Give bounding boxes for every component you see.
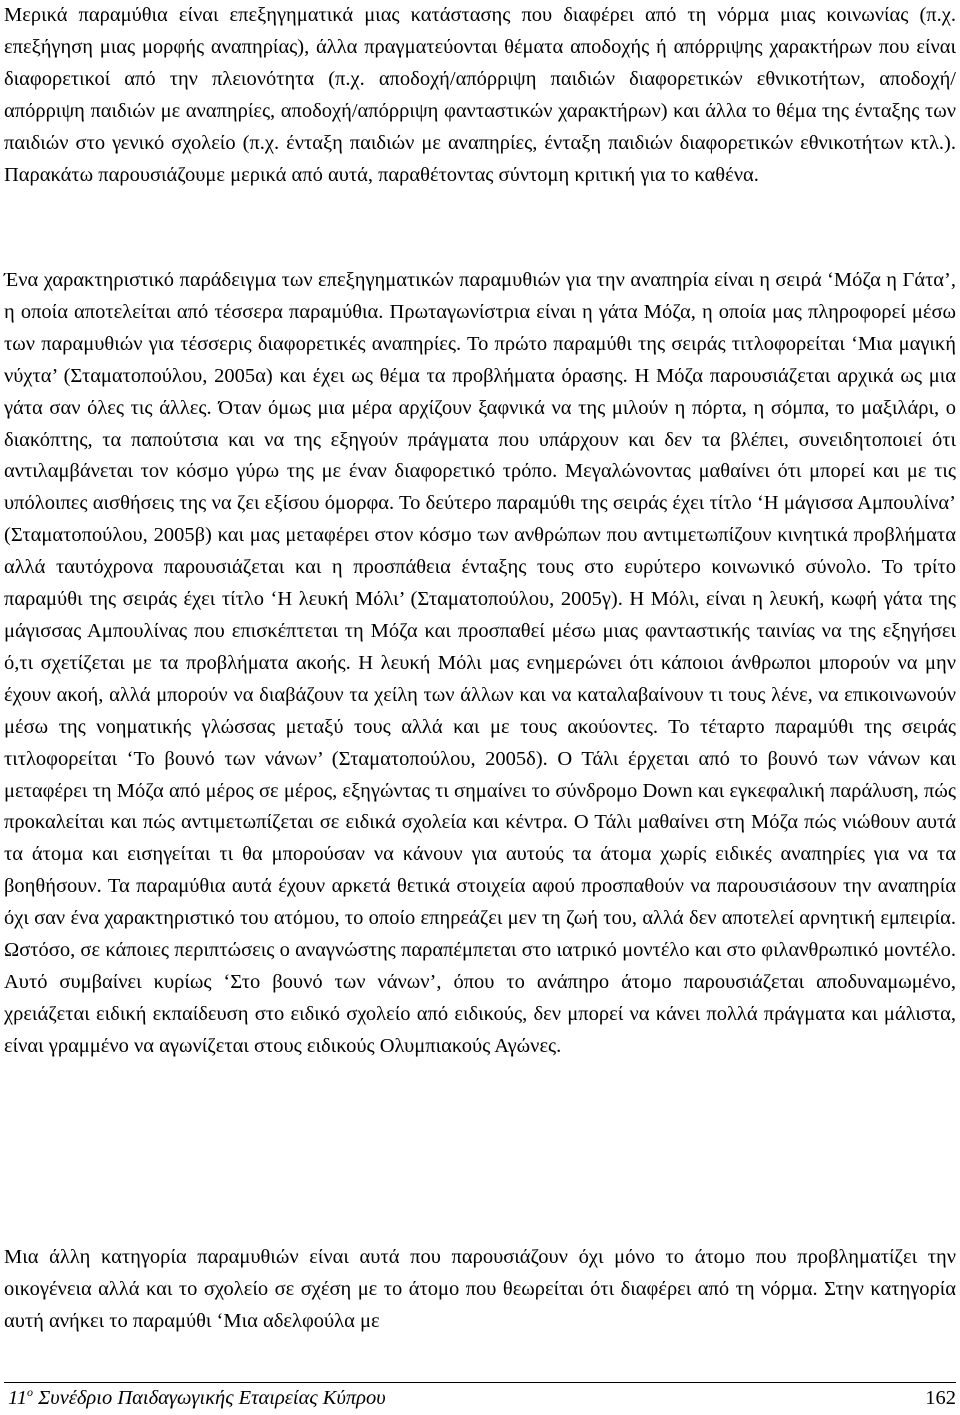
paragraph-other-category: Μια άλλη κατηγορία παραμυθιών είναι αυτά που παρουσιάζουν όχι μόνο το άτομο που προβληματίζει την οικογένεια αλλά και το σχολείο σε σχέση με το άτομο που θεωρείται ότι διαφέρει από τη νόρμα. Στην κατηγορία αυτή ανήκει το παραμύθι ‘Μια αδελφούλα με (4, 1246, 956, 1332)
page-footer (8, 1384, 956, 1412)
page-number: 162 (925, 1387, 956, 1409)
footer-conference-title (8, 1384, 386, 1412)
paragraph-moza-series: Ένα χαρακτηριστικό παράδειγμα των επεξηγηματικών παραμυθιών για την αναπηρία είναι η σειρά ‘Μόζα η Γάτα’, η οποία αποτελείται από τέσσερα παραμύθια. Πρωταγωνίστρια είναι η γάτα Μόζα, η οποία μας πληροφορεί μέσω των παραμυθιών για τέσσερις διαφορετικές αναπηρίες. Το πρώτο παραμύθι της σειράς τιτλοφορείται ‘Μια μαγική νύχτα’ (Σταματοπούλου, 2005α) και έχει ως θέμα τα προβλήματα όρασης. Η Μόζα παρουσιάζεται αρχικά ως μια γάτα σαν όλες τις άλλες. Όταν όμως μια μέρα αρχίζουν ξαφνικά να της μιλούν η πόρτα, η σόμπα, το μαξιλάρι, ο διακόπτης, τα παπούτσια και να της εξηγούν πράγματα που υπάρχουν και δεν τα βλέπει, συνειδητοποιεί ότι αντιλαμβάνεται τον κόσμο γύρω της με έναν διαφορετικό τρόπο. Μεγαλώνοντας μαθαίνει ότι μπορεί και με τις υπόλοιπες αισθήσεις της να ζει εξίσου όμορφα. Το δεύτερο παραμύθι της σειράς έχει τίτλο ‘Η μάγισσα Αμπουλίνα’ (Σταματοπούλου, 2005β) και μας μεταφέρει στον κόσμο των ανθρώπων που αντιμετωπίζουν κινητικά προβλήματα αλλά ταυτόχρονα παρουσιάζεται και η προσπάθεια ένταξης τους στο ευρύτερο κοινωνικό σύνολο. Το τρίτο παραμύθι της σειράς έχει τίτλο ‘Η λευκή Μόλι’ (Σταματοπούλου, 2005γ). Η Μόλι, είναι η λευκή, κωφή γάτα της μάγισσας Αμπουλίνας που επισκέπτεται τη Μόζα και προσπαθεί μέσω μιας φανταστικής ταινίας να της εξηγήσει ό,τι σχετίζεται με τα προβλήματα ακοής. Η λευκή Μόλι μας ενημερώνει ότι κάποιοι άνθρωποι μπορούν να μην έχουν ακοή, αλλά μπορούν να διαβάζουν τα χείλη των άλλων και να καταλαβαίνουν τι τους λένε, να επικοινωνούν μέσω της νοηματικής γλώσσας μεταξύ τους αλλά και με τους ακούοντες. Το τέταρτο παραμύθι της σειράς τιτλοφορείται ‘Το βουνό των νάνων’ (Σταματοπούλου, 2005δ). Ο Τάλι έρχεται από το βουνό των νάνων και μεταφέρει τη Μόζα από μέρος σε μέρος, εξηγώντας τι σημαίνει το σύνδρομο Down και εγκεφαλική παράλυση, πώς προκαλείται και πώς αντιμετωπίζεται σε ειδικά σχολεία και κέντρα. Ο Τάλι μαθαίνει στη Μόζα πώς νιώθουν αυτά τα άτομα και εισηγείται τι θα μπορούσαν να κάνουν για αυτούς τα άτομα χωρίς ειδικές αναπηρίες για να τα βοηθήσουν. Τα παραμύθια αυτά έχουν αρκετά θετικά στοιχεία αφού προσπαθούν να παρουσιάσουν την αναπηρία όχι σαν ένα χαρακτηριστικό του ατόμου, το οποίο επηρεάζει μεν τη ζωή του, αλλά δεν αποτελεί αρνητική εμπειρία. Ωστόσο, σε κάποιες περιπτώσεις ο αναγνώστης παραπέμπεται στο ιατρικό μοντέλο και στο φιλανθρωπικό μοντέλο. Αυτό συμβαίνει κυρίως ‘Στο βουνό των νάνων’, όπου το ανάπηρο άτομο παρουσιάζεται αποδυναμωμένο, χρειάζεται ειδική εκπαίδευση στο ειδικό σχολείο από ειδικούς, δεν μπορεί να κάνει πολλά πράγματα και μάλιστα, είναι γραμμένο να αγωνίζεται στους ειδικούς Ολυμπιακούς Αγώνες. (4, 269, 956, 1057)
footer-divider (4, 1382, 956, 1383)
conference-ordinal-superscript: ο (26, 1385, 33, 1400)
conference-name: Συνέδριο Παιδαγωγικής Εταιρείας Κύπρου (38, 1387, 386, 1409)
conference-number: 11 (8, 1387, 27, 1409)
paragraph-intro: Μερικά παραμύθια είναι επεξηγηματικά μιας κατάστασης που διαφέρει από τη νόρμα μιας κοινωνίας (π.χ. επεξήγηση μιας μορφής αναπηρίας), άλλα πραγματεύονται θέματα αποδοχής ή απόρριψης χαρακτήρων που είναι διαφορετικοί από την πλειονότητα (π.χ. αποδοχή/απόρριψη παιδιών διαφορετικών εθνικοτήτων, αποδοχή/απόρριψη παιδιών με αναπηρίες, αποδοχή/απόρριψη φανταστικών χαρακτήρων) και άλλα το θέμα της ένταξης των παιδιών στο γενικό σχολείο (π.χ. ένταξη παιδιών με αναπηρίες, ένταξη παιδιών διαφορετικών εθνικοτήτων κτλ.). Παρακάτω παρουσιάζουμε μερικά από αυτά, παραθέτοντας σύντομη κριτική για το καθένα. (4, 4, 956, 186)
